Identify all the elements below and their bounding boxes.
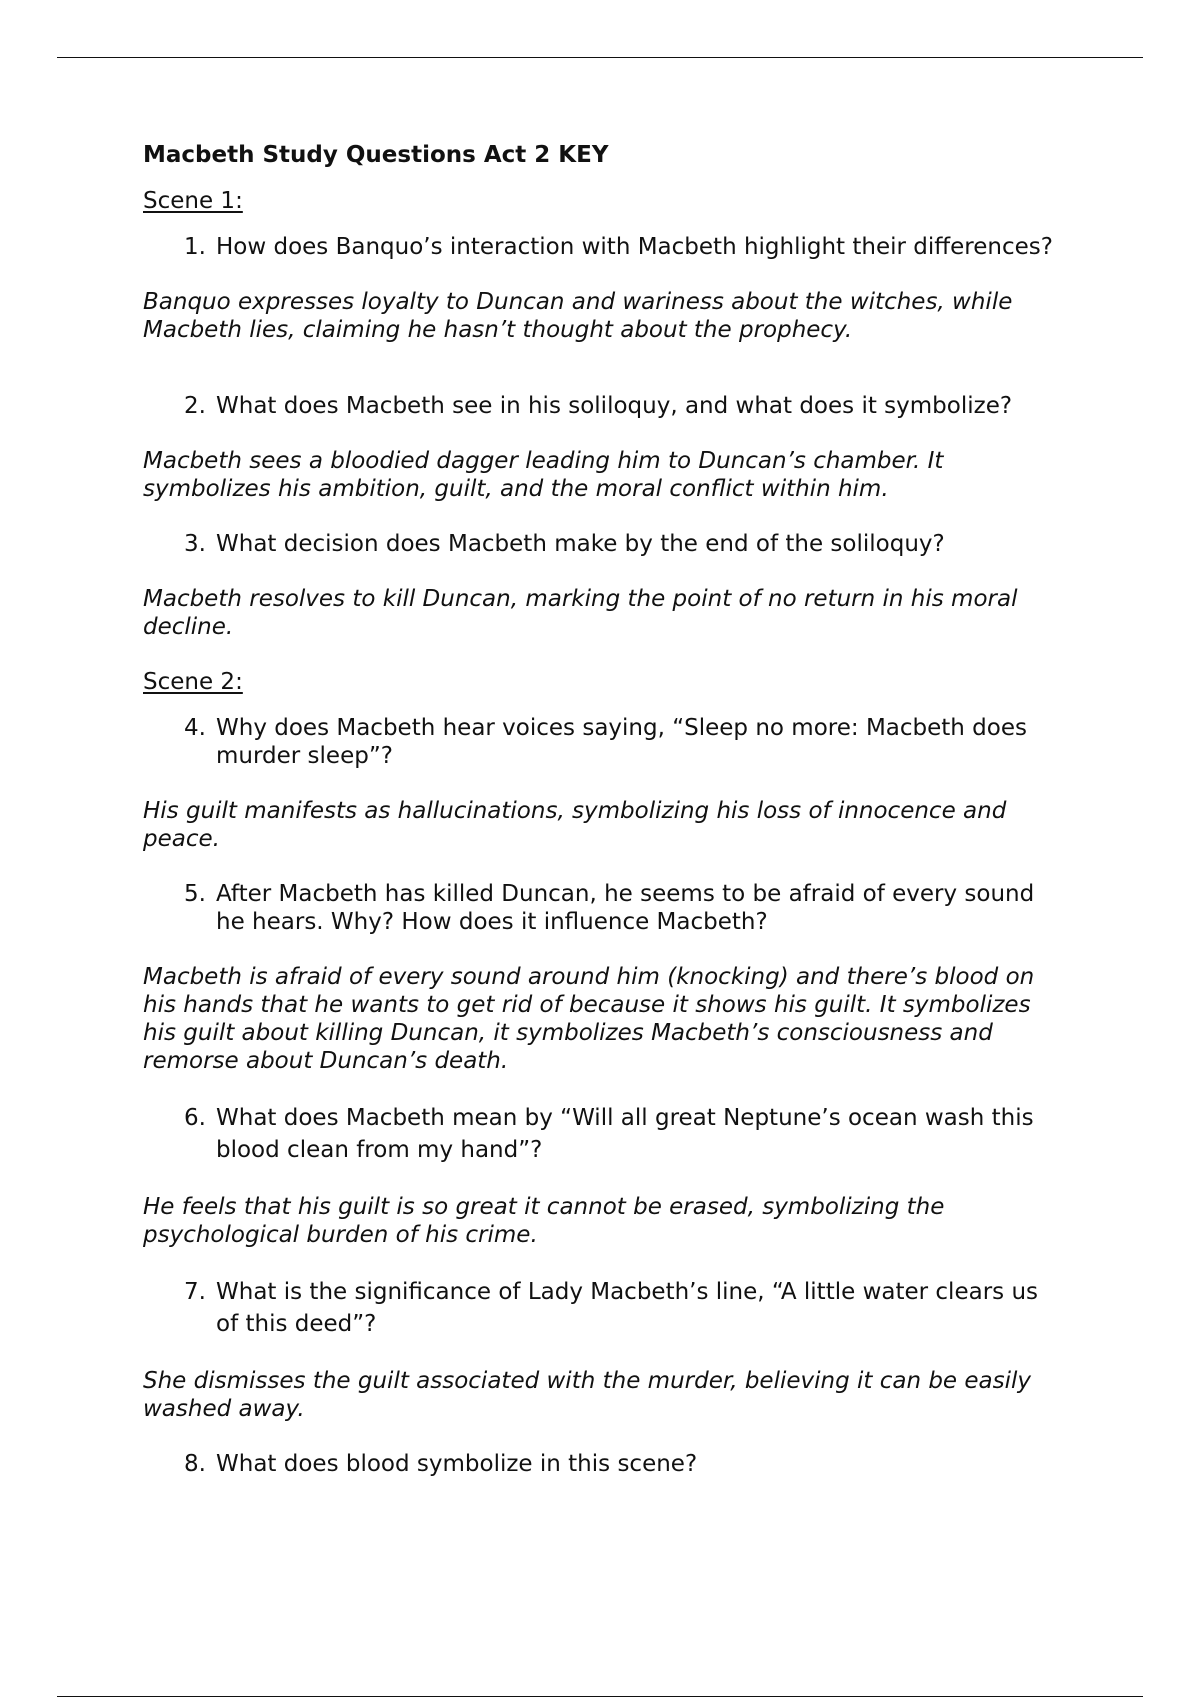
question-6 [143,1102,1073,1166]
answer-7: She dismisses the guilt associated with the murder, believing it can be easily washed away. [143,1368,1032,1422]
question-number: 8. [184,1451,206,1477]
question-1 [143,233,1073,261]
question-number: 2. [184,393,206,419]
question-2 [143,392,1073,420]
answer-3: Macbeth resolves to kill Duncan, marking the point of no return in his moral decline. [143,586,1018,640]
question-4 [143,714,1073,770]
answer-5: Macbeth is afraid of every sound around him (knocking) and there’s blood on his hands that he wants to get rid of because it shows his guilt. It symbolizes his guilt about killing Duncan, it symbolizes Macbeth’s consciousness and remorse about Duncan’s death. [143,964,1035,1074]
scene-1-heading: Scene 1: [143,188,243,214]
footer-rule [57,1696,1143,1697]
question-text: What does Macbeth see in his soliloquy, and what does it symbolize? [216,393,1013,419]
question-text: What does Macbeth mean by “Will all great Neptune’s ocean wash this blood clean from my hand”? [216,1105,1034,1163]
question-text: What does blood symbolize in this scene? [216,1451,698,1477]
document-title: Macbeth Study Questions Act 2 KEY [143,142,609,168]
question-number: 4. [184,715,206,741]
answer-6: He feels that his guilt is so great it cannot be erased, symbolizing the psychological burden of his crime. [143,1194,945,1248]
question-text: Why does Macbeth hear voices saying, “Sleep no more: Macbeth does murder sleep”? [216,715,1027,769]
question-text: What is the significance of Lady Macbeth’s line, “A little water clears us of this deed”? [216,1279,1039,1337]
question-3 [143,530,1073,558]
scene-2-heading: Scene 2: [143,669,243,695]
question-number: 3. [184,531,206,557]
question-5 [143,880,1073,936]
question-number: 1. [184,234,206,260]
answer-1: Banquo expresses loyalty to Duncan and wariness about the witches, while Macbeth lies, claiming he hasn’t thought about the prophecy. [143,289,1013,343]
document-body [143,140,1073,1505]
question-number: 6. [184,1105,206,1131]
question-8 [143,1450,1073,1478]
question-7 [143,1276,1073,1340]
answer-2: Macbeth sees a bloodied dagger leading him to Duncan’s chamber. It symbolizes his ambition, guilt, and the moral conflict within him. [143,448,944,502]
question-number: 7. [184,1279,206,1305]
header-rule [57,57,1143,58]
question-number: 5. [184,881,206,907]
question-text: What decision does Macbeth make by the end of the soliloquy? [216,531,945,557]
question-text: After Macbeth has killed Duncan, he seems to be afraid of every sound he hears. Why? How does it influence Macbeth? [216,881,1035,935]
answer-4: His guilt manifests as hallucinations, symbolizing his loss of innocence and peace. [143,798,1007,852]
question-text: How does Banquo’s interaction with Macbeth highlight their differences? [216,234,1053,260]
